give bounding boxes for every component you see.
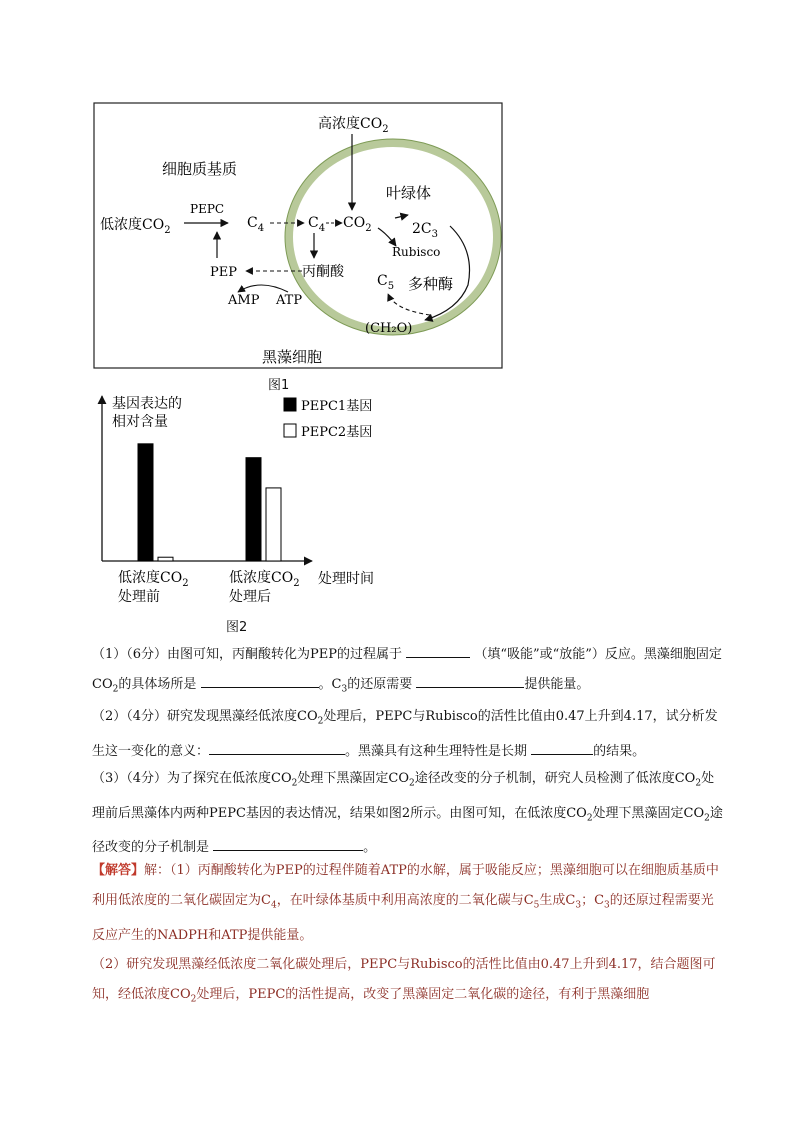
answer-blank-3[interactable] [416, 673, 524, 688]
pepc-label: PEPC [190, 202, 225, 216]
question-3: （3）（4分）为了探究在低浓度$CO_2$处理下黑藻固定$CO_2$途径改变的分子机制，研究人员检测了低浓度$CO_2$处理前后黑藻体内两种PEPC基因的表达情况，结果如图2所示。由图可知，在低浓度$CO_2$处理下黑藻固定$CO_2$途径改变的分子机制是 。 [92, 771, 723, 856]
answer-blank-6[interactable] [213, 836, 363, 851]
high-co2-label: 高浓度$CO_2$ [318, 116, 389, 135]
x-axis-label: 处理时间 [318, 571, 374, 587]
pyruvate-label: 丙酮酸 [302, 264, 344, 280]
rubisco-label: Rubisco [392, 245, 441, 259]
bar-series1-category1 [138, 444, 153, 561]
answer-blank-5[interactable] [531, 740, 593, 755]
amp-label: AMP [228, 293, 260, 308]
c4-chloroplast: $C_4$ [308, 215, 326, 234]
legend-swatch-pepc2 [284, 424, 296, 437]
legend-label-pepc1: PEPC1基因 [301, 399, 373, 414]
enzymes-label: 多种酶 [408, 275, 454, 293]
y-axis-label-line1: 基因表达的 [112, 396, 182, 412]
bar-series2-category1 [158, 557, 173, 561]
question-2: （2）（4分）研究发现黑藻经低浓度$CO_2$处理后，PEPC与Rubisco的活性比值由0.47上升到4.17，试分析发生这一变化的意义： 。黑藻具有这种生理特性是长期 的结果。 [92, 709, 718, 759]
answer-tag: 【解答】 [92, 863, 145, 878]
pep-label: PEP [210, 265, 237, 280]
cytoplasm-label: 细胞质基质 [162, 160, 238, 178]
legend-label-pepc2: PEPC2基因 [301, 425, 373, 440]
chloroplast-label: 叶绿体 [386, 184, 432, 202]
bar-group [138, 444, 281, 561]
y-axis-label-line2: 相对含量 [112, 414, 168, 430]
c4-cytoplasm: $C_4$ [247, 215, 265, 234]
atp-to-amp-arrow [238, 285, 288, 292]
low-co2-label: 低浓度$CO_2$ [100, 217, 171, 236]
answer-blank-1[interactable] [406, 643, 470, 658]
figure-1-caption: 图1 [268, 378, 290, 393]
figure-2-chart [90, 390, 410, 615]
answer-blank-2[interactable] [201, 673, 319, 688]
atp-label: ATP [276, 293, 303, 308]
category-label-after-line1: 低浓度$CO_2$ [229, 570, 300, 589]
answer-part-2: （2）研究发现黑藻经低浓度二氧化碳处理后，PEPC与Rubisco的活性比值由0.47上升到4.17，结合题图可知，经低浓度$CO_2$处理后，PEPC的活性提高，改变了黑藻固定二氧化碳的途径，有利于黑藻细胞 [92, 957, 716, 1005]
answer-blank-4[interactable] [209, 740, 345, 755]
question-1: （1）（6分）由图可知，丙酮酸转化为PEP的过程属于 （填“吸能”或“放能”）反应。黑藻细胞固定$CO_2$的具体场所是 。$C_3$的还原需要 提供能量。 [92, 640, 724, 705]
legend-swatch-pepc1 [284, 398, 296, 411]
category-label-before-line1: 低浓度$CO_2$ [118, 570, 189, 589]
category-label-after-line2: 处理后 [229, 589, 271, 605]
ch2o-label: (CH₂O) [365, 321, 413, 336]
two-c3: $2C_3$ [412, 221, 438, 240]
answer-part-1: 【解答】解：（1）丙酮酸转化为PEP的过程伴随着ATP的水解，属于吸能反应；黑藻细胞可以在细胞质基质中利用低浓度的二氧化碳固定为$C_4$，在叶绿体基质中利用高浓度的二氧化碳与$C_5$生成$C_3$；$C_3$的还原过程需要光反应产生的NADPH和ATP提供能量。 [92, 863, 719, 943]
co2-chloroplast: $CO_2$ [343, 215, 372, 234]
c5-label: $C_5$ [377, 273, 395, 292]
bar-series1-category2 [246, 458, 261, 561]
category-label-before-line2: 处理前 [118, 589, 160, 605]
figure-1-diagram [90, 100, 510, 370]
chloroplast-inner [293, 147, 493, 327]
bar-series2-category2 [266, 488, 281, 561]
cell-label: 黑藻细胞 [262, 348, 323, 366]
figure-2-caption: 图2 [226, 620, 248, 635]
